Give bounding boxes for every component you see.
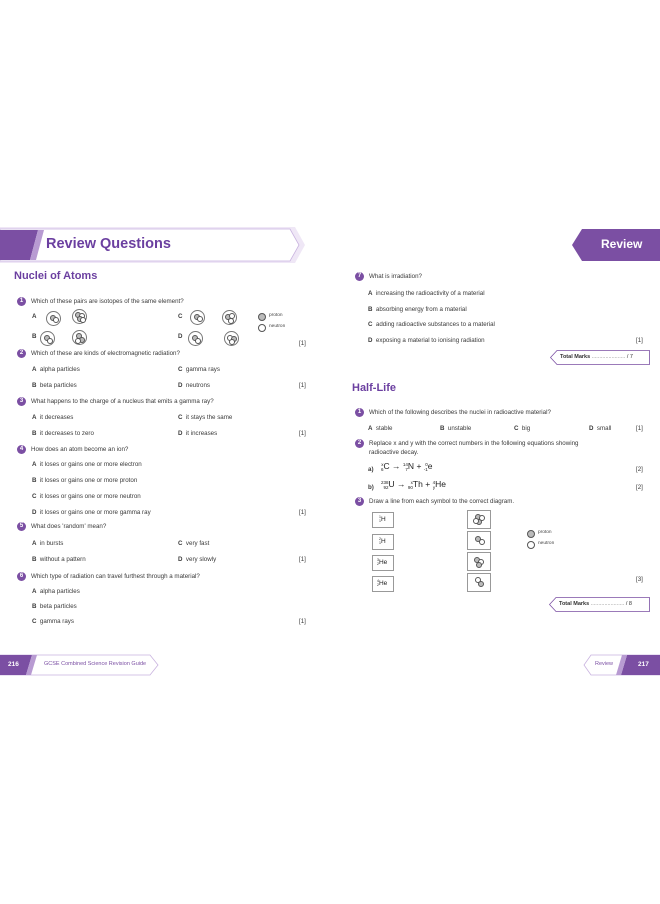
question-text: Which of these are kinds of electromagnetic radiation? <box>31 350 180 357</box>
marks: [1] <box>636 425 643 432</box>
question-text: Which of these pairs are isotopes of the same element? <box>31 298 184 305</box>
right-footer <box>583 654 660 676</box>
legend-proton-label: proton <box>269 313 283 318</box>
question-text: Draw a line from each symbol to the correct diagram. <box>369 498 515 505</box>
question-number: 3 <box>17 397 26 406</box>
option[interactable]: A alpha particles <box>32 588 80 595</box>
part-letter: b) <box>368 484 374 491</box>
diagram-box[interactable] <box>467 531 491 550</box>
question-text-cont: radioactive decay. <box>369 449 419 456</box>
question-text: How does an atom become an ion? <box>31 446 129 453</box>
option-letter: B <box>32 333 37 340</box>
question-text: Replace x and y with the correct numbers in the following equations showing <box>369 440 579 447</box>
question-text: Which type of radiation can travel furthest through a material? <box>31 573 200 580</box>
question-number: 6 <box>17 572 26 581</box>
question-number: 5 <box>17 522 26 531</box>
atom-diagram <box>40 331 55 346</box>
marks: [1] <box>299 340 306 347</box>
diagram-box[interactable] <box>467 573 491 592</box>
neutron-legend-icon <box>258 324 266 332</box>
option[interactable]: D exposing a material to ionising radiation <box>368 337 485 344</box>
marks: [1] <box>299 430 306 437</box>
option[interactable]: A stable <box>368 425 393 432</box>
symbol-box[interactable]: 1 1H <box>372 512 394 528</box>
neutron-legend-icon <box>527 541 535 549</box>
atom-diagram <box>72 309 87 324</box>
legend-proton-label: proton <box>538 530 552 535</box>
option[interactable]: C very fast <box>178 540 210 547</box>
option[interactable]: A increasing the radioactivity of a material <box>368 290 485 297</box>
total-marks-text: Total Marks ...................... / 7 <box>560 354 633 360</box>
option[interactable]: C it loses or gains one or more neutron <box>32 493 141 500</box>
total-marks-box <box>549 597 650 612</box>
page-number: 217 <box>638 661 649 668</box>
option[interactable]: D neutrons <box>178 382 211 389</box>
symbol-box[interactable]: 4 2He <box>372 576 394 592</box>
option[interactable]: B beta particles <box>32 382 77 389</box>
left-header-banner <box>0 227 305 263</box>
option[interactable]: C gamma rays <box>32 618 74 625</box>
legend-neutron-label: neutron <box>538 541 555 546</box>
left-footer <box>0 654 160 676</box>
option[interactable]: B it loses or gains one or more proton <box>32 477 138 484</box>
option[interactable]: A it loses or gains one or more electron <box>32 461 142 468</box>
part-letter: a) <box>368 466 374 473</box>
marks: [1] <box>299 509 306 516</box>
right-header-title: Review <box>601 237 643 251</box>
option[interactable]: B without a pattern <box>32 556 86 563</box>
equation-b: 238 92U → x 90Th + 4 yHe <box>381 479 446 490</box>
marks: [1] <box>636 337 643 344</box>
marks: [2] <box>636 484 643 491</box>
option[interactable]: B beta particles <box>32 603 77 610</box>
page-number: 216 <box>8 661 19 668</box>
option[interactable]: D very slowly <box>178 556 217 563</box>
option[interactable]: A it decreases <box>32 414 74 421</box>
proton-legend-icon <box>527 530 535 538</box>
question-number: 3 <box>355 497 364 506</box>
option[interactable]: C it stays the same <box>178 414 233 421</box>
atom-diagram <box>190 310 205 325</box>
option[interactable]: B unstable <box>440 425 472 432</box>
option[interactable]: D it loses or gains one or more gamma ray <box>32 509 151 516</box>
marks: [3] <box>636 576 643 583</box>
equation-a: x 6C → 14 7N + 0 -1e <box>381 461 433 472</box>
question-number: 4 <box>17 445 26 454</box>
atom-diagram <box>222 310 237 325</box>
question-text: Which of the following describes the nuclei in radioactive material? <box>369 409 551 416</box>
question-number: 1 <box>17 297 26 306</box>
option[interactable]: D it increases <box>178 430 218 437</box>
question-text: What does 'random' mean? <box>31 523 107 530</box>
marks: [2] <box>636 466 643 473</box>
option[interactable]: B it decreases to zero <box>32 430 94 437</box>
marks: [1] <box>299 556 306 563</box>
question-number: 7 <box>355 272 364 281</box>
atom-diagram <box>46 311 61 326</box>
atom-diagram <box>72 330 87 345</box>
option[interactable]: C adding radioactive substances to a material <box>368 321 495 328</box>
option[interactable]: C gamma rays <box>178 366 220 373</box>
marks: [1] <box>299 382 306 389</box>
option[interactable]: A alpha particles <box>32 366 80 373</box>
total-marks-box <box>550 350 650 365</box>
option[interactable]: B absorbing energy from a material <box>368 306 467 313</box>
proton-legend-icon <box>258 313 266 321</box>
question-text: What happens to the charge of a nucleus that emits a gamma ray? <box>31 398 214 405</box>
right-header-banner <box>570 227 660 263</box>
legend-neutron-label: neutron <box>269 324 286 329</box>
section-title: Half-Life <box>352 382 396 394</box>
question-text: What is irradiation? <box>369 273 422 280</box>
option[interactable]: A in bursts <box>32 540 64 547</box>
option-letter: D <box>178 333 183 340</box>
left-header-title: Review Questions <box>46 236 171 252</box>
footer-title: Review <box>595 661 614 667</box>
symbol-box[interactable]: 3 2He <box>372 555 394 571</box>
marks: [1] <box>299 618 306 625</box>
atom-diagram <box>224 331 239 346</box>
question-number: 2 <box>17 349 26 358</box>
diagram-box[interactable] <box>467 510 491 529</box>
footer-title: GCSE Combined Science Revision Guide <box>44 661 147 667</box>
atom-diagram <box>188 331 203 346</box>
question-number: 1 <box>355 408 364 417</box>
option[interactable]: C big <box>514 425 531 432</box>
diagram-box[interactable] <box>467 552 491 571</box>
option-letter: A <box>32 313 37 320</box>
option[interactable]: D small <box>589 425 612 432</box>
option-letter: C <box>178 313 183 320</box>
total-marks-text: Total Marks ...................... / 8 <box>559 601 632 607</box>
left-section-title: Nuclei of Atoms <box>14 270 98 282</box>
question-number: 2 <box>355 439 364 448</box>
symbol-box[interactable]: 2 1H <box>372 534 394 550</box>
